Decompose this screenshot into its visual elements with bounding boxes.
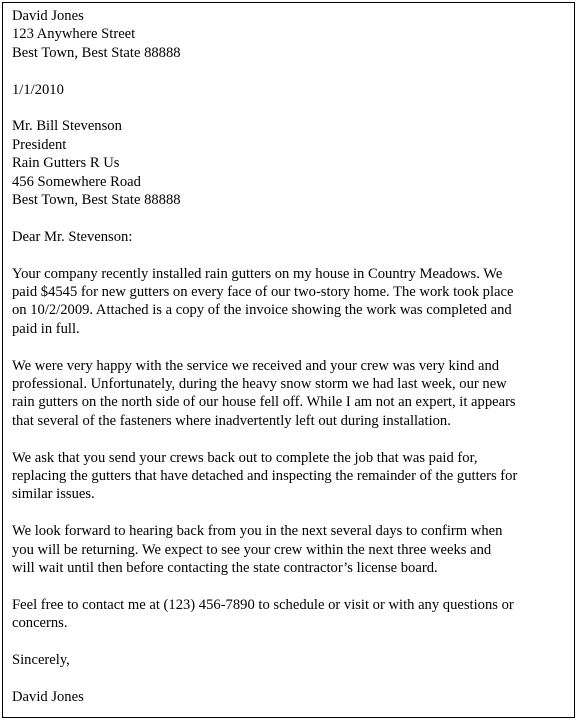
body-paragraph-2 (12, 357, 568, 431)
paragraph-line: professional. Unfortunately, during the heavy snow storm we had last week, our new (12, 376, 507, 393)
signature-name: David Jones (12, 688, 84, 705)
body-paragraph-3 (12, 449, 568, 504)
spacer (12, 504, 568, 522)
paragraph-line: rain gutters on the north side of our house fell off. While I am not an expert, it appears (12, 394, 516, 411)
spacer (12, 246, 568, 264)
spacer (12, 430, 568, 448)
paragraph-line: paid $4545 for new gutters on every face of our two-story home. The work took place (12, 284, 514, 301)
paragraph-line: Your company recently installed rain gutters on my house in Country Meadows. We (12, 265, 503, 282)
spacer (12, 209, 568, 227)
paragraph-line: on 10/2/2009. Attached is a copy of the invoice showing the work was completed and (12, 302, 512, 319)
recipient-title: President (12, 136, 67, 153)
spacer (12, 99, 568, 117)
body-paragraph-1 (12, 265, 568, 339)
spacer (12, 62, 568, 80)
paragraph-line: Feel free to contact me at (123) 456-7890 to schedule or visit or with any questions or (12, 596, 514, 613)
closing: Sincerely, (12, 652, 70, 669)
recipient-company: Rain Gutters R Us (12, 155, 120, 172)
paragraph-line: that several of the fasteners where inadvertently left out during installation. (12, 412, 451, 429)
paragraph-line: replacing the gutters that have detached and inspecting the remainder of the gutters for (12, 468, 518, 485)
sender-city-line: Best Town, Best State 88888 (12, 44, 181, 61)
recipient-address (12, 117, 568, 209)
sender-street: 123 Anywhere Street (12, 26, 136, 43)
paragraph-line: We were very happy with the service we received and your crew was very kind and (12, 357, 500, 374)
spacer (12, 338, 568, 356)
recipient-city-line: Best Town, Best State 88888 (12, 192, 181, 209)
spacer (12, 669, 568, 687)
paragraph-line: you will be returning. We expect to see your crew within the next three weeks and (12, 541, 492, 558)
recipient-name: Mr. Bill Stevenson (12, 118, 122, 135)
letter-date: 1/1/2010 (12, 81, 64, 98)
paragraph-line: We ask that you send your crews back out to complete the job that was paid for, (12, 449, 478, 466)
sender-name: David Jones (12, 8, 84, 24)
paragraph-line: concerns. (12, 615, 68, 632)
letter-page (2, 2, 575, 718)
letter-body (12, 7, 568, 706)
paragraph-line: will wait until then before contacting the state contractor’s license board. (12, 560, 438, 577)
paragraph-line: paid in full. (12, 320, 80, 337)
recipient-street: 456 Somewhere Road (12, 173, 141, 190)
salutation: Dear Mr. Stevenson: (12, 228, 133, 245)
spacer (12, 633, 568, 651)
paragraph-line: similar issues. (12, 486, 95, 503)
body-paragraph-4 (12, 522, 568, 577)
sender-address (12, 7, 568, 62)
body-paragraph-5 (12, 596, 568, 633)
paragraph-line: We look forward to hearing back from you in the next several days to confirm when (12, 523, 503, 540)
spacer (12, 577, 568, 595)
